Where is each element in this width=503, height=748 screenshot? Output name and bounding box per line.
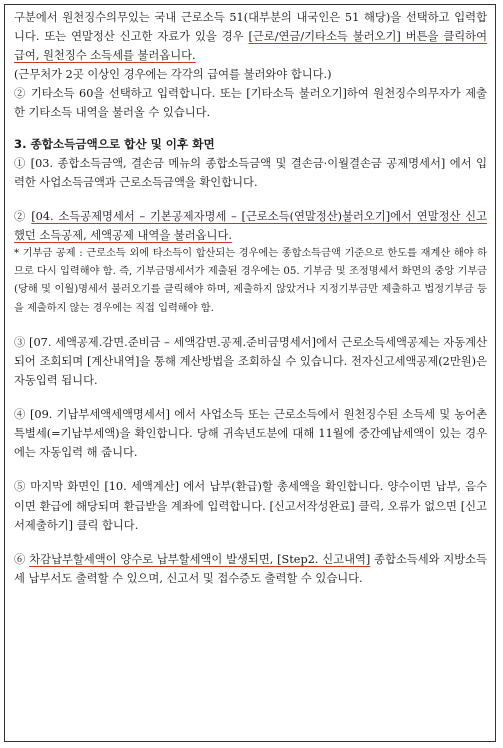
intro-paragraph <box>14 8 487 65</box>
step-3: ③ [07. 세액공제.감면.준비금 – 세액감면.공제.준비금명세서]에서 근로소득세액공제는 자동계산되어 조회되며 [계산내역]을 통해 계산방법을 조회하실 수 있습니다. 전자신고세액공제(2만원)은 자동입력 됩니다. <box>14 335 487 388</box>
intro-text: 구분에서 원천징수의무있는 국내 근로소득 51(대부분의 내국인은 51 해당)을 선택하고 입력합니다. 또는 연말정산 신고한 자료가 있을 경우 <box>14 11 487 44</box>
donation-note: * 기부금 공제 : 근로소득 외에 타소득이 합산되는 경우에는 종합소득금액 기준으로 한도를 재계산 해야 하므로 다시 입력해야 함. 즉, 기부금명세서가 제출된 경우에는 05. 기부금 및 조정명세서 화면의 중앙 기부금(당해 및 이월)명세서 불러오기를 클릭해야 하며, 제출하지 않았거나 지정기부금만 제출하고 법정기부금 등을 제출하지 않는 경우에는 직접 입력해야 함. <box>14 248 487 314</box>
step-6 <box>14 550 487 588</box>
step-6-prefix: ⑥ <box>14 552 30 566</box>
step-2-underlined-text: [04. 소득공제명세서 – 기본공제자명세 – [근로소득(연말정산)불러오기]에서 연말정산 신고했던 소득공제, 세액공제 내역을 불러옵니다. <box>14 209 487 242</box>
step-2-prefix: ② <box>14 209 32 223</box>
section-title: 3. 종합소득금액으로 합산 및 이후 화면 <box>14 136 215 151</box>
workplace-note: (근무처가 2곳 이상인 경우에는 각각의 급여를 불러와야 합니다.) <box>14 68 332 82</box>
intro-underlined-text: [근로/연금/기타소득 불러오기] 버튼을 클릭하여 급여, 원천징수 소득세를 불러옵니다. <box>14 30 487 63</box>
step-1: ① [03. 종합소득금액, 결손금 메뉴의 종합소득금액 및 결손금·이월결손금 공제명세서] 에서 입력한 사업소득금액과 근로소득금액을 확인합니다. <box>14 156 487 189</box>
step-2 <box>14 207 487 245</box>
step-4: ④ [09. 기납부세액세액명세서] 에서 사업소득 또는 근로소득에서 원천징수된 소득세 및 농어촌특별세(=기납부세액)을 확인합니다. 당해 귀속년도분에 대해 11월에 중간예납세액이 있는 경우에는 자동입력 해 줍니다. <box>14 408 487 460</box>
step-6-rest: 종합소득세와 지방소득세 납부서도 출력할 수 있으며, 신고서 및 접수증도 출력할 수 있습니다. <box>14 552 487 585</box>
step-6-underlined-text: 차감납부할세액이 양수로 납부할세액이 발생되면, [Step2. 신고내역] <box>29 552 371 566</box>
document-frame <box>4 4 496 742</box>
step-5: ⑤ 마지막 화면인 [10. 세액계산] 에서 납부(환급)할 총세액을 확인합니다. 양수이면 납부, 음수이면 환급에 해당되며 환급받을 계좌에 입력합니다. [신고서작성완료] 클릭, 오류가 없으면 [신고서제출하기] 클릭 합니다. <box>14 480 487 532</box>
other-income-paragraph: ② 기타소득 60을 선택하고 입력합니다. 또는 [기타소득 불러오기]하여 원천징수의무자가 제출한 기타소득 내역을 불러올 수 있습니다. <box>14 87 487 120</box>
